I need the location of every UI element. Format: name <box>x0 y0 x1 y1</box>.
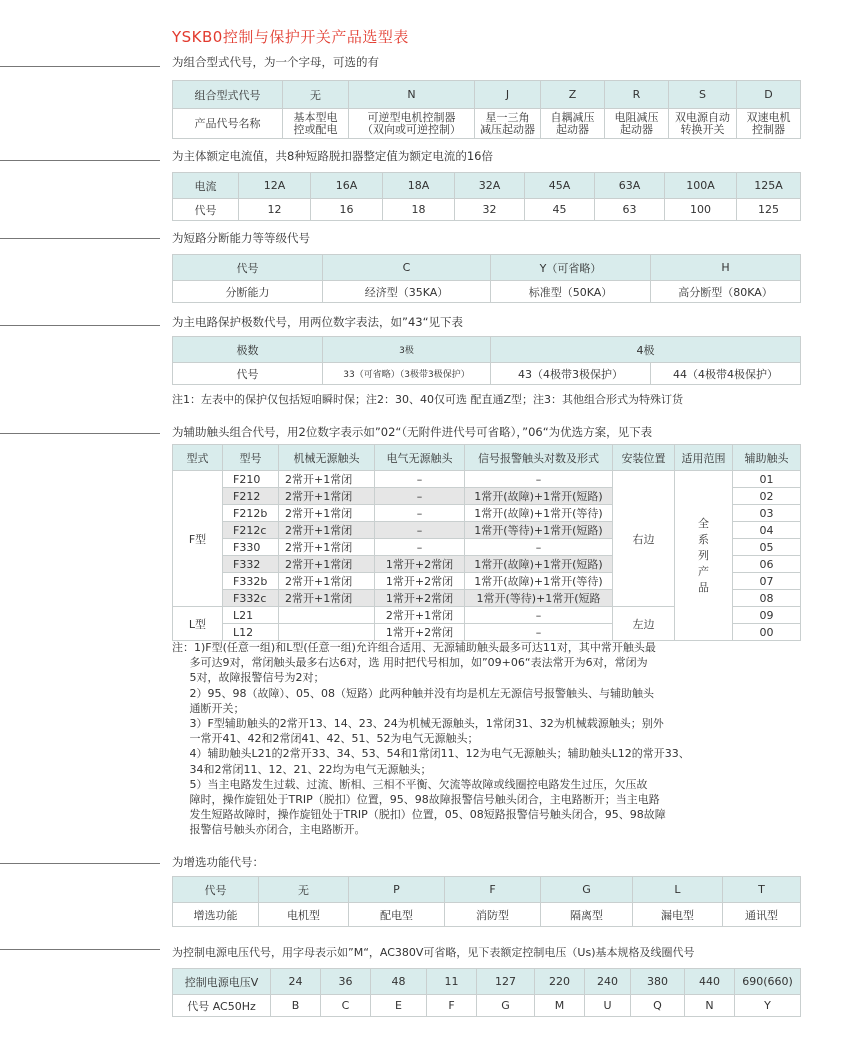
rated-current-table <box>172 172 801 221</box>
table-cell: F型 <box>173 471 223 607</box>
page-title: YSKB0控制与保护开关产品选型表 <box>172 28 409 46</box>
table-cell: 06 <box>733 556 801 573</box>
section-rule <box>0 238 160 239</box>
table-cell: – <box>375 471 465 488</box>
table-header-row <box>173 81 801 109</box>
table-cell: E <box>371 995 427 1017</box>
table-cell <box>279 607 375 624</box>
table-cell: – <box>465 471 613 488</box>
table-cell: C <box>321 995 371 1017</box>
table-cell: 16 <box>311 199 383 221</box>
table-cell: U <box>585 995 631 1017</box>
table-header-row <box>173 877 801 903</box>
table-cell: L <box>633 877 723 903</box>
table-cell: 星一三角 减压起动器 <box>475 109 541 139</box>
table-cell: 12 <box>239 199 311 221</box>
table-cell: 左边 <box>613 607 675 641</box>
table-cell: 代号 <box>173 255 323 281</box>
table-cell: 1常开(等待)+1常开(短路) <box>465 522 613 539</box>
table-cell: Y（可省略） <box>491 255 651 281</box>
table-cell: 1常开+2常闭 <box>375 624 465 641</box>
table-cell: 1常开(等待)+1常开(短路 <box>465 590 613 607</box>
table-cell: 2常开+1常闭 <box>279 522 375 539</box>
table-cell: 07 <box>733 573 801 590</box>
table-cell: D <box>737 81 801 109</box>
table-row <box>173 363 801 385</box>
table-cell: 2常开+1常闭 <box>279 556 375 573</box>
table-cell: 消防型 <box>445 903 541 927</box>
table-cell: 33（可省略）（3极带3极保护） <box>323 363 491 385</box>
table-cell: 100A <box>665 173 737 199</box>
table-cell: 2常开+1常闭 <box>279 573 375 590</box>
section-rule <box>0 433 160 434</box>
table-cell: 32 <box>455 199 525 221</box>
section-caption: 为短路分断能力等等级代号 <box>172 231 310 245</box>
table-cell: 1常开(故障)+1常开(短路) <box>465 556 613 573</box>
table-cell: N <box>349 81 475 109</box>
table-cell: 18A <box>383 173 455 199</box>
table-row <box>173 995 801 1017</box>
table-cell: – <box>375 539 465 556</box>
section-caption: 为主体额定电流值，共8种短路脱扣器整定值为额定电流的16倍 <box>172 149 493 163</box>
table-cell: 信号报警触头对数及形式 <box>465 445 613 471</box>
table-cell: 440 <box>685 969 735 995</box>
table-cell: F212b <box>223 505 279 522</box>
table-cell: 高分断型（80KA） <box>651 281 801 303</box>
section-rule <box>0 949 160 950</box>
table-cell: 63 <box>595 199 665 221</box>
table-cell: 分断能力 <box>173 281 323 303</box>
poles-note: 注1：左表中的保护仅包括短咱瞬时保；注2：30、40仅可选 配直通Z型；注3：其他组合形式为特殊订货 <box>172 393 684 406</box>
breaking-capacity-table <box>172 254 801 303</box>
table-cell <box>279 624 375 641</box>
table-cell: 自耦减压 起动器 <box>541 109 605 139</box>
note-line: 34和2常闭11、12、21、22均为电气无源触头； <box>172 762 432 776</box>
extra-functions-table <box>172 876 801 927</box>
section-rule <box>0 325 160 326</box>
table-cell: – <box>375 505 465 522</box>
aux-contacts-table <box>172 444 801 641</box>
table-cell: 增选功能 <box>173 903 259 927</box>
table-cell: 隔离型 <box>541 903 633 927</box>
section-caption: 为主电路保护极数代号，用两位数字表法，如”43“见下表 <box>172 315 464 329</box>
table-header-row <box>173 445 801 471</box>
table-cell: C <box>323 255 491 281</box>
table-cell: B <box>271 995 321 1017</box>
table-cell: 安装位置 <box>613 445 675 471</box>
table-cell: 右边 <box>613 471 675 607</box>
table-cell: 125 <box>737 199 801 221</box>
table-cell: 产品代号名称 <box>173 109 283 139</box>
table-cell: 2常开+1常闭 <box>279 539 375 556</box>
table-header-row <box>173 255 801 281</box>
table-cell: 代号 <box>173 199 239 221</box>
table-cell: 电流 <box>173 173 239 199</box>
table-cell: Z <box>541 81 605 109</box>
table-cell: 2常开+1常闭 <box>279 488 375 505</box>
section-caption: 为增选功能代号： <box>172 855 264 869</box>
table-cell: 24 <box>271 969 321 995</box>
table-cell: – <box>465 539 613 556</box>
table-cell: F332 <box>223 556 279 573</box>
table-cell: 代号 <box>173 877 259 903</box>
table-cell: 型号 <box>223 445 279 471</box>
table-cell: 00 <box>733 624 801 641</box>
table-cell: 4极 <box>491 337 801 363</box>
table-cell: T <box>723 877 801 903</box>
table-cell: 45 <box>525 199 595 221</box>
table-cell: P <box>349 877 445 903</box>
note-line: 发生短路故障时，操作旋钮处于TRIP（脱扣）位置，05、08短路报警信号触头闭合，95、98故障 <box>172 808 666 822</box>
table-row <box>173 471 801 488</box>
section-rule <box>0 863 160 864</box>
table-cell: 辅助触头 <box>733 445 801 471</box>
table-cell: 配电型 <box>349 903 445 927</box>
table-cell: F212c <box>223 522 279 539</box>
note-line: 报警信号触头亦闭合，主电路断开。 <box>172 823 366 837</box>
note-line: 障时，操作旋钮处于TRIP（脱扣）位置，95、98故障报警信号触头闭合，主电路断开；当主电路 <box>172 793 660 807</box>
table-cell: F332b <box>223 573 279 590</box>
table-cell: 可逆型电机控制器 （双向或可逆控制） <box>349 109 475 139</box>
table-cell: 1常开(故障)+1常开(等待) <box>465 573 613 590</box>
section-rule <box>0 66 160 67</box>
table-cell: G <box>541 877 633 903</box>
table-cell: 无 <box>283 81 349 109</box>
table-cell: 43（4极带3极保护） <box>491 363 651 385</box>
table-cell: – <box>375 522 465 539</box>
table-cell: 03 <box>733 505 801 522</box>
table-cell: 125A <box>737 173 801 199</box>
table-cell: 机械无源触头 <box>279 445 375 471</box>
poles-table <box>172 336 801 385</box>
table-cell: 05 <box>733 539 801 556</box>
table-cell: Y <box>735 995 801 1017</box>
table-cell: F <box>427 995 477 1017</box>
table-cell: 漏电型 <box>633 903 723 927</box>
table-cell: 通讯型 <box>723 903 801 927</box>
section-caption: 为控制电源电压代号，用字母表示如”M“，AC380V可省略，见下表额定控制电压（Us)基本规格及线圈代号 <box>172 946 695 959</box>
table-cell: 1常开+2常闭 <box>375 590 465 607</box>
table-cell: 极数 <box>173 337 323 363</box>
note-line: 注：1)F型(任意一组)和L型(任意一组)允许组合适用、无源辅助触头最多可达11对，其中常开触头最 <box>172 641 656 654</box>
table-row <box>173 281 801 303</box>
table-cell: 09 <box>733 607 801 624</box>
table-cell: 控制电源电压V <box>173 969 271 995</box>
table-cell: 36 <box>321 969 371 995</box>
table-header-row <box>173 337 801 363</box>
table-cell: 44（4极带4极保护） <box>651 363 801 385</box>
table-cell: 2常开+1常闭 <box>279 471 375 488</box>
note-line: 4）辅助触头L21的2常开33、34、53、54和1常闭11、12为电气无源触头；辅助触头L12的常开33、 <box>172 747 690 761</box>
note-line: 一常开41、42和2常闭41、42、51、52为电气无源触头； <box>172 732 479 746</box>
table-cell: J <box>475 81 541 109</box>
table-row <box>173 903 801 927</box>
table-row <box>173 199 801 221</box>
table-cell: 1常开+2常闭 <box>375 556 465 573</box>
table-cell: 经济型（35KA） <box>323 281 491 303</box>
note-line: 5）当主电路发生过载、过流、断相、三相不平衡、欠流等故障或线圈控电路发生过压，欠压故 <box>172 777 648 791</box>
table-cell: 48 <box>371 969 427 995</box>
table-header-row <box>173 173 801 199</box>
table-cell: 127 <box>477 969 535 995</box>
table-cell: F332c <box>223 590 279 607</box>
table-cell: 45A <box>525 173 595 199</box>
table-cell: 电机型 <box>259 903 349 927</box>
combination-type-table <box>172 80 801 139</box>
table-cell: 08 <box>733 590 801 607</box>
table-cell: 无 <box>259 877 349 903</box>
table-cell: F210 <box>223 471 279 488</box>
table-cell: 01 <box>733 471 801 488</box>
table-cell: 2常开+1常闭 <box>279 590 375 607</box>
section-caption: 为组合型式代号，为一个字母，可选的有 <box>172 55 379 69</box>
note-line: 5对，故障报警信号为2对； <box>172 671 325 685</box>
note-line: 多可达9对，常闭触头最多右达6对，选 用时把代号相加，如”09+06“表法常开为6对，常闭为 <box>172 656 648 670</box>
table-cell: 2常开+1常闭 <box>279 505 375 522</box>
table-cell: 3极 <box>323 337 491 363</box>
table-cell: 02 <box>733 488 801 505</box>
note-line: 2）95、98（故障）、05、08（短路）此两种触并没有均是机左无源信号报警触头、与辅助触头 <box>172 686 654 700</box>
table-cell: 电阻减压 起动器 <box>605 109 669 139</box>
control-voltage-table <box>172 968 801 1017</box>
table-cell: 32A <box>455 173 525 199</box>
table-cell: 代号 <box>173 363 323 385</box>
table-cell: 2常开+1常闭 <box>375 607 465 624</box>
table-cell: – <box>465 624 613 641</box>
table-cell: 双速电机 控制器 <box>737 109 801 139</box>
table-cell: 100 <box>665 199 737 221</box>
table-cell: 16A <box>311 173 383 199</box>
note-line: 3）F型辅助触头的2常开13、14、23、24为机械无源触头，1常闭31、32为机械载源触头；别外 <box>172 717 664 731</box>
table-cell: 63A <box>595 173 665 199</box>
table-cell: 双电源自动 转换开关 <box>669 109 737 139</box>
table-cell: 适用范围 <box>675 445 733 471</box>
table-cell: 220 <box>535 969 585 995</box>
table-cell: 基本型电 控或配电 <box>283 109 349 139</box>
section-rule <box>0 160 160 161</box>
table-cell: 240 <box>585 969 631 995</box>
table-cell: 12A <box>239 173 311 199</box>
table-cell: 型式 <box>173 445 223 471</box>
table-cell: 1常开(故障)+1常开(短路) <box>465 488 613 505</box>
scope-label: 全系列产品 <box>698 516 709 594</box>
table-cell: 380 <box>631 969 685 995</box>
note-line: 通断开关； <box>172 701 245 715</box>
table-cell: M <box>535 995 585 1017</box>
table-cell: – <box>465 607 613 624</box>
table-cell: Q <box>631 995 685 1017</box>
table-row <box>173 109 801 139</box>
table-cell: 1常开+2常闭 <box>375 573 465 590</box>
table-cell: – <box>375 488 465 505</box>
section-caption: 为辅助触头组合代号，用2位数字表示如”02“（无附件进代号可省略），”06“为优选方案，见下表 <box>172 425 653 439</box>
aux-notes <box>172 640 690 838</box>
table-cell: G <box>477 995 535 1017</box>
table-cell: 04 <box>733 522 801 539</box>
table-cell: S <box>669 81 737 109</box>
table-cell: F330 <box>223 539 279 556</box>
table-cell: N <box>685 995 735 1017</box>
table-cell: 18 <box>383 199 455 221</box>
table-cell: 1常开(故障)+1常开(等待) <box>465 505 613 522</box>
table-cell: F <box>445 877 541 903</box>
table-cell: R <box>605 81 669 109</box>
table-cell: L型 <box>173 607 223 641</box>
table-cell: F212 <box>223 488 279 505</box>
table-cell: 组合型式代号 <box>173 81 283 109</box>
table-header-row <box>173 969 801 995</box>
table-cell: 标准型（50KA） <box>491 281 651 303</box>
table-cell <box>675 471 733 641</box>
table-cell: 690(660) <box>735 969 801 995</box>
table-cell: 代号 AC50Hz <box>173 995 271 1017</box>
table-cell: 电气无源触头 <box>375 445 465 471</box>
table-cell: L12 <box>223 624 279 641</box>
table-cell: L21 <box>223 607 279 624</box>
table-cell: 11 <box>427 969 477 995</box>
table-cell: H <box>651 255 801 281</box>
